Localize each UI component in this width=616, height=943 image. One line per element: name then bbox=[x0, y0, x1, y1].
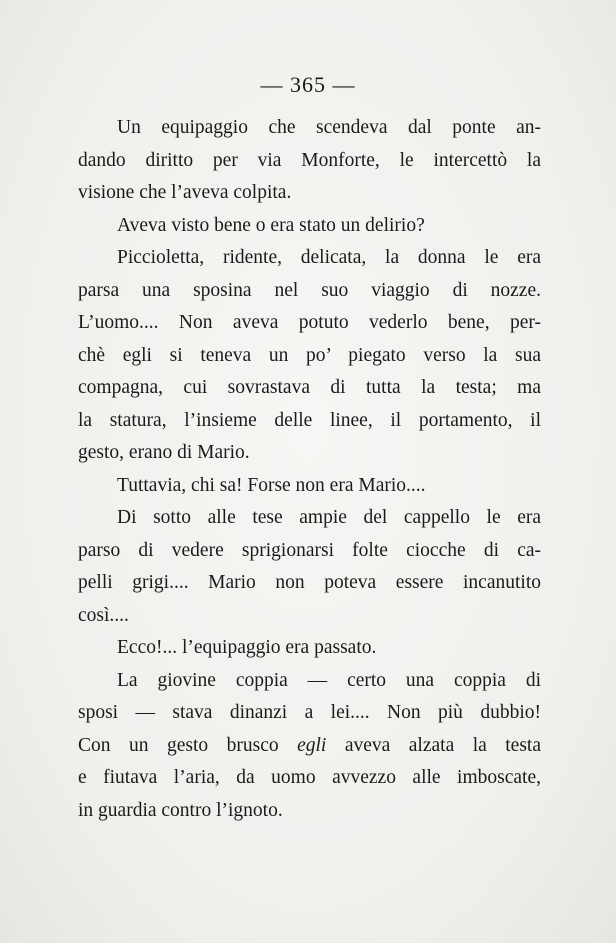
body-text bbox=[78, 112, 541, 827]
paragraph bbox=[78, 242, 541, 470]
paragraph bbox=[78, 470, 541, 503]
text-line-with-italic bbox=[78, 730, 541, 763]
text-line: parsa una sposina nel suo viaggio di nozze. bbox=[78, 279, 541, 301]
page-number: — 365 — bbox=[260, 72, 356, 97]
text-line: Tuttavia, chi sa! Forse non era Mario.... bbox=[117, 474, 426, 496]
text-line: Un equipaggio che scendeva dal ponte an- bbox=[117, 117, 541, 138]
text-line: sposi — stava dinanzi a lei.... Non più dubbio! bbox=[78, 702, 541, 723]
text-line: la statura, l’insieme delle linee, il portamento, il bbox=[78, 409, 541, 431]
text-line: in guardia contro l’ignoto. bbox=[78, 799, 283, 821]
text-line: La giovine coppia — certo una coppia di bbox=[117, 669, 541, 691]
text-line: così.... bbox=[78, 604, 129, 626]
text-line: pelli grigi.... Mario non poteva essere incanutito bbox=[78, 572, 541, 593]
text-line: dando diritto per via Monforte, le intercettò la bbox=[78, 149, 541, 171]
text-line: parso di vedere sprigionarsi folte ciocche di ca- bbox=[78, 539, 541, 561]
text-line: chè egli si teneva un po’ piegato verso la sua bbox=[78, 344, 541, 366]
text-line: Ecco!... l’equipaggio era passato. bbox=[117, 637, 377, 658]
text-line: L’uomo.... Non aveva potuto vederlo bene, per- bbox=[78, 312, 541, 333]
text-line: gesto, erano di Mario. bbox=[78, 442, 250, 463]
text-line: Piccioletta, ridente, delicata, la donna le era bbox=[117, 247, 541, 268]
paragraph bbox=[78, 632, 541, 665]
paragraph bbox=[78, 210, 541, 243]
paragraph bbox=[78, 502, 541, 632]
italic-word: egli bbox=[297, 734, 327, 756]
paragraph bbox=[78, 112, 541, 210]
text-line: Aveva visto bene o era stato un delirio? bbox=[117, 214, 425, 236]
paragraph bbox=[78, 665, 541, 828]
text-segment: aveva alzata la testa bbox=[344, 734, 542, 756]
text-line: e fiutava l’aria, da uomo avvezzo alle imboscate, bbox=[78, 767, 541, 788]
text-line: visione che l’aveva colpita. bbox=[78, 182, 292, 203]
text-segment: Con un gesto brusco bbox=[78, 734, 279, 756]
text-line: compagna, cui sovrastava di tutta la testa; ma bbox=[78, 377, 541, 398]
text-line: Di sotto alle tese ampie del cappello le era bbox=[117, 507, 541, 528]
